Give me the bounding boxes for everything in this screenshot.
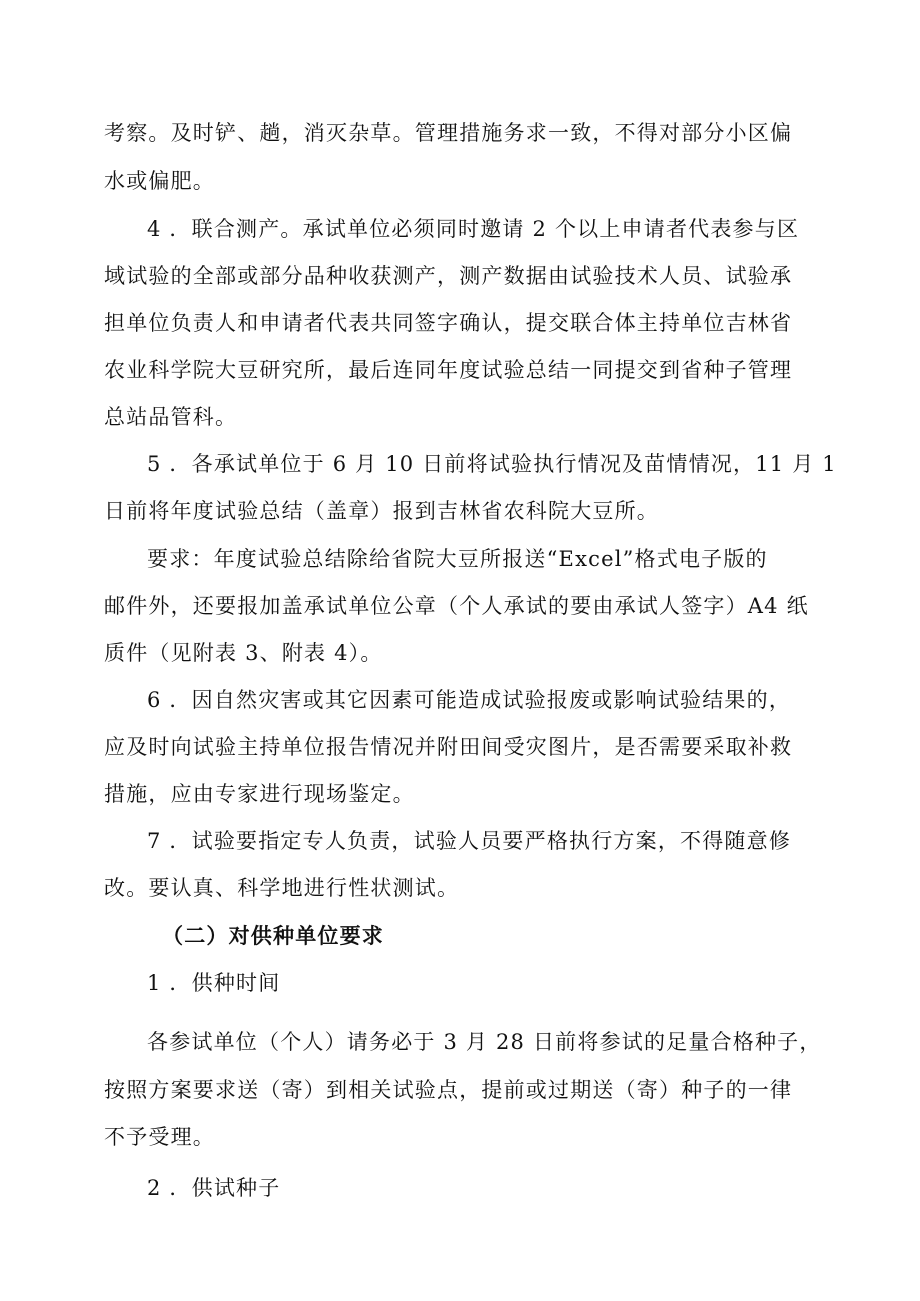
paragraph-line: 要求：年度试验总结除给省院大豆所报送“Excel”格式电子版的 (147, 547, 768, 571)
paragraph-line: 水或偏肥。 (104, 169, 215, 193)
paragraph-line: 5 ．各承试单位于 6 月 10 日前将试验执行情况及苗情情况，11 月 1 (147, 452, 837, 476)
paragraph-line: 日前将年度试验总结（盖章）报到吉林省农科院大豆所。 (104, 499, 659, 523)
paragraph-line: 应及时向试验主持单位报告情况并附田间受灾图片，是否需要采取补救 (104, 735, 793, 759)
section-heading: （二）对供种单位要求 (162, 923, 384, 948)
paragraph-line: 担单位负责人和申请者代表共同签字确认，提交联合体主持单位吉林省 (104, 311, 793, 335)
paragraph-line: 农业科学院大豆研究所，最后连同年度试验总结一同提交到省种子管理 (104, 358, 793, 382)
paragraph-line: 邮件外，还要报加盖承试单位公章（个人承试的要由承试人签字）A4 纸 (104, 594, 809, 618)
paragraph-line: 改。要认真、科学地进行性状测试。 (104, 876, 460, 900)
paragraph-line: 7 ．试验要指定专人负责，试验人员要严格执行方案，不得随意修 (147, 829, 792, 853)
paragraph-line: 措施，应由专家进行现场鉴定。 (104, 782, 415, 806)
paragraph-line: 总站品管科。 (104, 405, 238, 429)
subsection-heading: 2 ．供试种子 (147, 1176, 281, 1200)
paragraph-line: 6 ．因自然灾害或其它因素可能造成试验报废或影响试验结果的， (147, 688, 792, 712)
paragraph-line: 域试验的全部或部分品种收获测产，测产数据由试验技术人员、试验承 (104, 264, 793, 288)
paragraph-line: 4 ．联合测产。承试单位必须同时邀请 2 个以上申请者代表参与区 (147, 217, 800, 241)
paragraph-line: 考察。及时铲、趟，消灭杂草。管理措施务求一致，不得对部分小区偏 (104, 121, 793, 145)
paragraph-line: 质件（见附表 3、附表 4）。 (104, 641, 383, 665)
paragraph-line: 各参试单位（个人）请务必于 3 月 28 日前将参试的足量合格种子， (147, 1030, 822, 1054)
paragraph-line: 不予受理。 (104, 1125, 215, 1149)
paragraph-line: 按照方案要求送（寄）到相关试验点，提前或过期送（寄）种子的一律 (104, 1078, 793, 1102)
subsection-heading: 1 ．供种时间 (147, 971, 281, 995)
